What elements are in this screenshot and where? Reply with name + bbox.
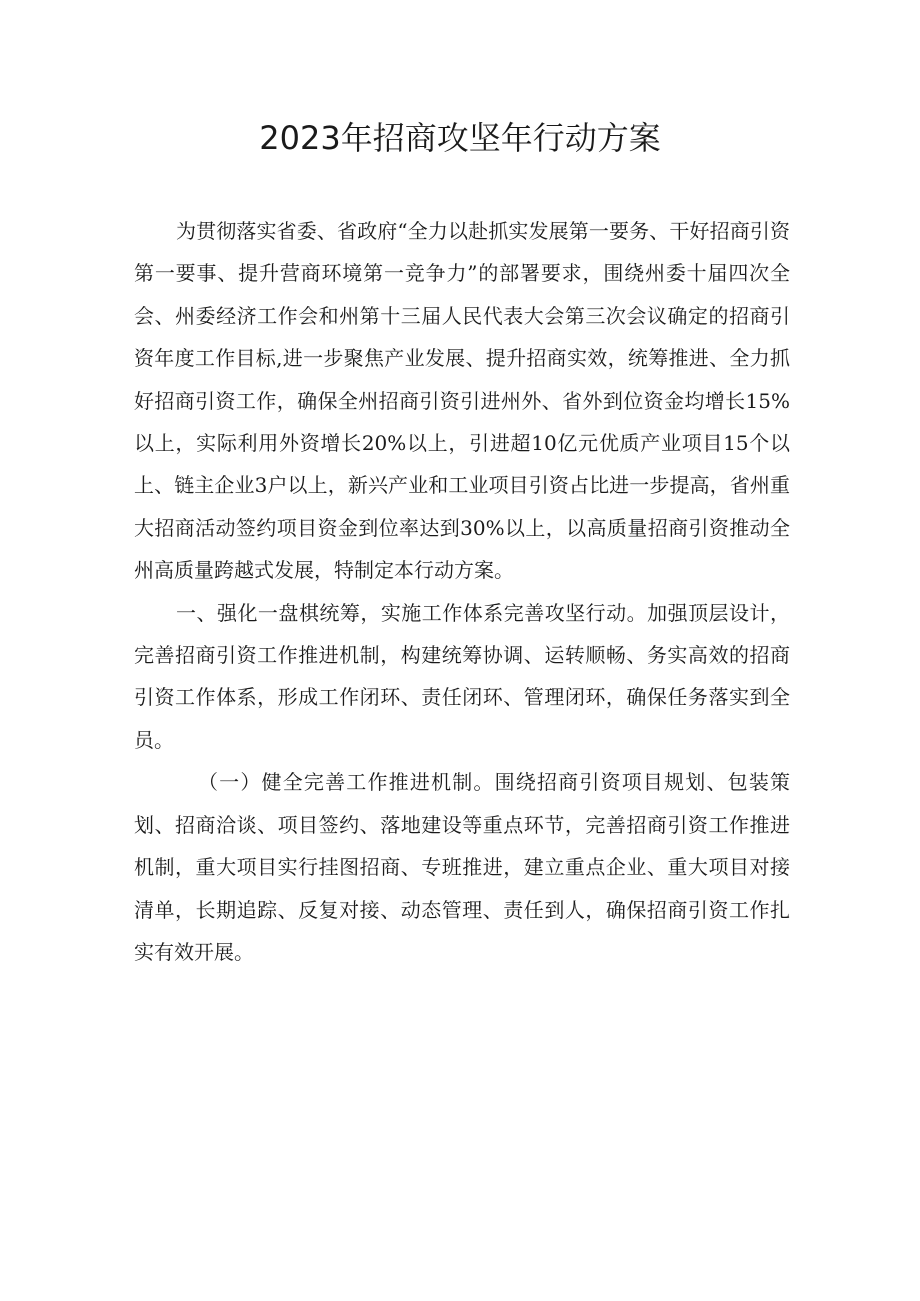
document-title: 2023年招商攻坚年行动方案 [259, 119, 661, 157]
paragraph-section-one: 一、强化一盘棋统筹，实施工作体系完善攻坚行动。加强顶层设计，完善招商引资工作推进机制，构建统筹协调、运转顺畅、务实高效的招商引资工作体系，形成工作闭环、责任闭环、管理闭环，确保任务落实到全员。 [134, 600, 790, 752]
document-body [134, 210, 790, 973]
paragraph-subsection-one: （一）健全完善工作推进机制。围绕招商引资项目规划、包装策划、招商洽谈、项目签约、落地建设等重点环节，完善招商引资工作推进机制，重大项目实行挂图招商、专班推进，建立重点企业、重大项目对接清单，长期追踪、反复对接、动态管理、责任到人，确保招商引资工作扎实有效开展。 [134, 770, 790, 964]
paragraph-intro: 为贯彻落实省委、省政府“全力以赴抓实发展第一要务、干好招商引资第一要事、提升营商环境第一竞争力”的部署要求，围绕州委十届四次全会、州委经济工作会和州第十三届人民代表大会第三次会议确定的招商引资年度工作目标,进一步聚焦产业发展、提升招商实效，统筹推进、全力抓好招商引资工作，确保全州招商引资引进州外、省外到位资金均增长15%以上，实际利用外资增长20%以上，引进超10亿元优质产业项目15个以上、链主企业3户以上，新兴产业和工业项目引资占比进一步提高，省州重大招商活动签约项目资金到位率达到30%以上，以高质量招商引资推动全州高质量跨越式发展，特制定本行动方案。 [134, 219, 790, 583]
